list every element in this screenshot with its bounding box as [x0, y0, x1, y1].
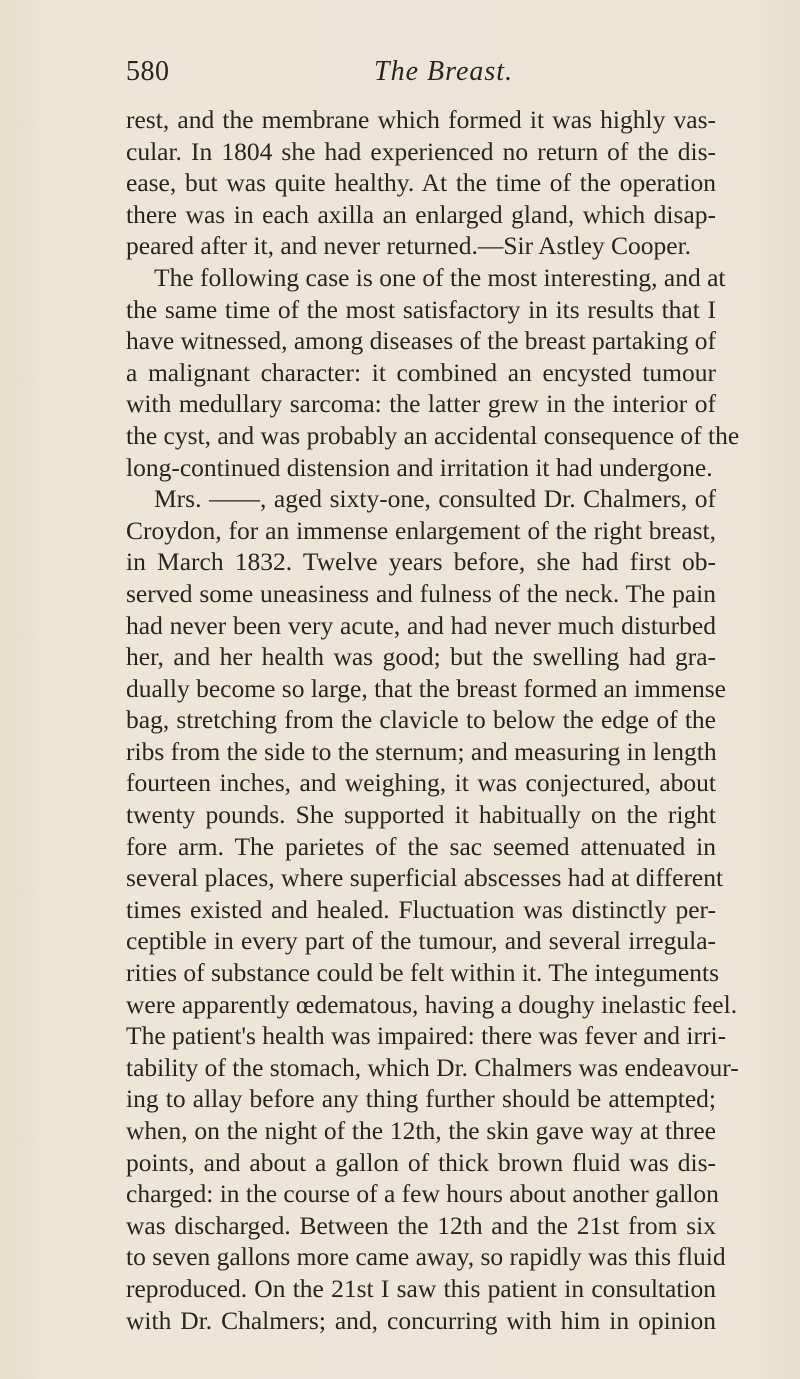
- text-line: several places, where superficial abscesses had at different: [126, 863, 724, 893]
- page-number: 580: [126, 56, 170, 87]
- text-line: the same time of the most satisfactory in its results that I: [126, 294, 716, 324]
- text-line: Mrs. ——, aged sixty-one, consulted Dr. Chalmers, of: [154, 484, 716, 514]
- text-line: the cyst, and was probably an accidental consequence of the: [126, 420, 740, 450]
- text-line: long-continued distension and irritation it had undergone.: [126, 452, 713, 482]
- text-line: served some uneasiness and fulness of the neck. The pain: [126, 578, 716, 608]
- text-line: points, and about a gallon of thick brown fluid was dis-: [126, 1147, 716, 1177]
- text-line: with Dr. Chalmers; and, concurring with him in opinion: [126, 1305, 716, 1335]
- text-line: charged: in the course of a few hours about another gallon: [126, 1179, 719, 1209]
- text-line: was discharged. Between the 12th and the 21st from six: [126, 1210, 716, 1240]
- text-line: a malignant character: it combined an encysted tumour: [126, 357, 716, 387]
- text-line: were apparently œdematous, having a doughy inelastic feel.: [126, 989, 738, 1019]
- running-head: [126, 56, 716, 96]
- text-line: with medullary sarcoma: the latter grew in the interior of: [126, 389, 716, 419]
- running-title: The Breast.: [374, 56, 514, 87]
- text-line: rest, and the membrane which formed it was highly vas-: [126, 105, 716, 134]
- text-line: fourteen inches, and weighing, it was conjectured, about: [126, 768, 716, 798]
- body-text: [126, 104, 740, 1336]
- text-line: Croydon, for an immense enlargement of the right breast,: [126, 515, 716, 545]
- text-line: dually become so large, that the breast formed an immense: [126, 673, 726, 703]
- text-line: The patient's health was impaired: there was fever and irri-: [126, 1021, 727, 1051]
- text-line: bag, stretching from the clavicle to below the edge of the: [126, 705, 716, 735]
- text-line: The following case is one of the most interesting, and at: [154, 262, 726, 292]
- text-line: rities of substance could be felt within it. The integuments: [126, 958, 719, 988]
- text-line: her, and her health was good; but the swelling had gra-: [126, 642, 716, 672]
- text-line: to seven gallons more came away, so rapidly was this fluid: [126, 1242, 726, 1272]
- text-line: had never been very acute, and had never much disturbed: [126, 610, 716, 640]
- text-line: tability of the stomach, which Dr. Chalmers was endeavour-: [126, 1052, 739, 1082]
- text-line: twenty pounds. She supported it habitually on the right: [126, 800, 716, 830]
- text-line: peared after it, and never returned.—Sir Astley Cooper.: [126, 231, 692, 261]
- text-line: ceptible in every part of the tumour, and several irregula-: [126, 926, 716, 956]
- text-line: ease, but was quite healthy. At the time of the operation: [126, 168, 716, 198]
- text-line: reproduced. On the 21st I saw this patient in consultation: [126, 1273, 716, 1303]
- text-line: cular. In 1804 she had experienced no return of the dis-: [126, 136, 716, 166]
- text-line: there was in each axilla an enlarged gland, which disap-: [126, 199, 716, 229]
- text-line: have witnessed, among diseases of the breast partaking of: [126, 326, 716, 356]
- text-line: fore arm. The parietes of the sac seemed attenuated in: [126, 831, 716, 861]
- text-line: times existed and healed. Fluctuation was distinctly per-: [126, 894, 716, 924]
- text-line: ribs from the side to the sternum; and measuring in length: [126, 736, 717, 766]
- text-line: ing to allay before any thing further should be attempted;: [126, 1084, 716, 1114]
- text-line: in March 1832. Twelve years before, she had first ob-: [126, 547, 716, 577]
- text-line: when, on the night of the 12th, the skin gave way at three: [126, 1116, 716, 1145]
